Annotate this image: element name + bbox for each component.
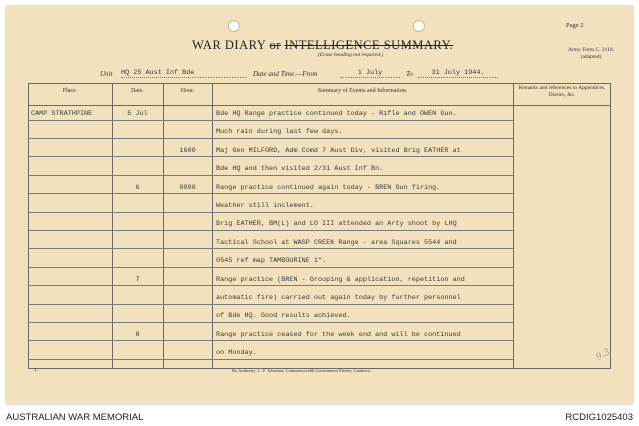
entry-text: of Bde HQ. Good results achieved. [216, 312, 351, 321]
ruled-line [212, 285, 513, 286]
ruled-line [163, 156, 212, 157]
ruled-line [163, 267, 212, 268]
ruled-line [28, 138, 112, 139]
ruled-line [163, 138, 212, 139]
punch-hole-right [413, 20, 425, 32]
ruled-line [212, 212, 513, 213]
ruled-line [28, 359, 112, 360]
ruled-line [112, 340, 163, 341]
col-header-remarks: Remarks and references to Appendices, Diaries, &c. [518, 85, 606, 98]
entry-text: 0545 ref map TAMBOURINE 1". [216, 257, 327, 266]
ruled-line [163, 359, 212, 360]
ruled-line [212, 138, 513, 139]
title-intelligence-summary: INTELLIGENCE SUMMARY. [284, 38, 454, 52]
entry-date: 6 [135, 183, 140, 192]
unit-label: Unit [100, 70, 113, 78]
ruled-line [163, 248, 212, 249]
form-subtitle: (Erase heading not required.) [318, 52, 384, 58]
ruled-line [112, 193, 163, 194]
entry-text: Maj Gen MILFORD, Adm Comd 7 Aust Div, visited Brig EATHER at [216, 146, 461, 155]
form-title [192, 38, 453, 53]
table-top-border [28, 83, 611, 84]
entry-text: Tactical School at WASP CREEK Range - area Squares 5544 and [216, 238, 457, 247]
pencil-annotation: 9.3 [594, 347, 612, 363]
ruled-line [163, 212, 212, 213]
from-date-value: 1 July [340, 69, 400, 78]
entry-date: 5 Jul [127, 110, 148, 118]
ruled-line [112, 267, 163, 268]
col-header-hour: Hour. [180, 88, 195, 94]
entry-text: Range practice (BREN - Grouping & application, repetition and [216, 275, 465, 284]
ruled-line [28, 120, 112, 121]
ruled-line [28, 230, 112, 231]
ruled-line [28, 175, 112, 176]
ruled-line [212, 267, 513, 268]
ruled-line [163, 230, 212, 231]
entry-date: 7 [135, 275, 140, 284]
ruled-line [212, 359, 513, 360]
ruled-line [163, 340, 212, 341]
ruled-line [212, 340, 513, 341]
ruled-line [163, 193, 212, 194]
page-number: Page 2 [566, 22, 584, 29]
entry-date: 8 [135, 330, 140, 339]
date-from-label: Date and Time.—From [253, 70, 318, 78]
ruled-line [212, 248, 513, 249]
col-divider-place-date [112, 83, 113, 368]
ruled-line [112, 120, 163, 121]
title-war-diary: WAR DIARY [192, 38, 270, 52]
col-header-date: Date. [131, 88, 144, 94]
entry-place: CAMP STRATHPINE [31, 110, 93, 118]
ruled-line [28, 193, 112, 194]
entry-text: Bde HQ Range practice continued today - Rifle and OWEN Gun. [216, 110, 457, 118]
ruled-line [212, 322, 513, 323]
ruled-line [163, 304, 212, 305]
ruled-line [212, 193, 513, 194]
entry-text: Bde HQ and then visited 2/31 Aust Inf Bn. [216, 165, 384, 174]
col-divider-date-hour [163, 83, 164, 368]
ruled-line [28, 340, 112, 341]
ruled-line [212, 230, 513, 231]
col-divider-hour-summary [212, 83, 213, 368]
to-label: To [406, 70, 413, 78]
ruled-line [112, 285, 163, 286]
entry-hour: 1600 [179, 146, 196, 155]
ruled-line [163, 322, 212, 323]
ruled-line [28, 322, 112, 323]
ruled-line [112, 359, 163, 360]
caption-source: AUSTRALIAN WAR MEMORIAL [6, 412, 144, 423]
ruled-line [212, 175, 513, 176]
to-date-value: 31 July 1944. [418, 69, 498, 78]
ruled-line [112, 322, 163, 323]
ruled-line [112, 175, 163, 176]
army-form-line2: (adapted) [580, 54, 602, 60]
entry-text: Brig EATHER, BM(L) and LO III attended an Arty shoot by LHQ [216, 220, 457, 229]
title-or: or [269, 38, 281, 52]
ruled-line [212, 304, 513, 305]
punch-hole-left [228, 20, 240, 32]
col-header-place: Place. [62, 88, 78, 94]
ruled-line [28, 156, 112, 157]
ruled-line [212, 156, 513, 157]
col-divider-summary-remarks [513, 83, 514, 368]
ruled-line [28, 212, 112, 213]
table-right-border [610, 83, 611, 368]
entry-text: Weather still inclement. [216, 202, 314, 210]
ruled-line [112, 304, 163, 305]
army-form-line1: Army Form C. 2118. [568, 47, 615, 53]
ruled-line [163, 285, 212, 286]
ruled-line [112, 138, 163, 139]
ruled-line [28, 285, 112, 286]
ruled-line [212, 120, 513, 121]
ruled-line [112, 230, 163, 231]
ruled-line [28, 267, 112, 268]
caption-reference: RCDIG1025403 [565, 412, 633, 423]
entry-text: Range practice continued again today - BREN Gun firing. [216, 183, 441, 192]
entry-text: Range practice ceased for the week end and will be continued [216, 330, 461, 339]
entry-text: Much rain during last few days. [216, 128, 343, 137]
ruled-line [163, 175, 212, 176]
unit-value: HQ 25 Aust Inf Bde [121, 69, 247, 78]
footer-mark: 1. [34, 367, 38, 372]
ruled-line [112, 156, 163, 157]
entry-text: on Monday. [216, 349, 257, 358]
ruled-line [28, 304, 112, 305]
ruled-line [163, 120, 212, 121]
col-header-summary: Summary of Events and Information. [317, 88, 408, 94]
ruled-line [28, 248, 112, 249]
printer-imprint: By Authority: L. F. Johnston, Commonwealth Government Printer, Canberra. [232, 368, 372, 373]
ruled-line [112, 248, 163, 249]
ruled-line [112, 212, 163, 213]
entry-hour: 0900 [179, 183, 196, 192]
entry-text: automatic fire) carried out again today by further personnel [216, 294, 461, 302]
table-left-border [28, 83, 29, 368]
army-form-number [568, 47, 614, 61]
header-bottom-border [28, 105, 611, 106]
